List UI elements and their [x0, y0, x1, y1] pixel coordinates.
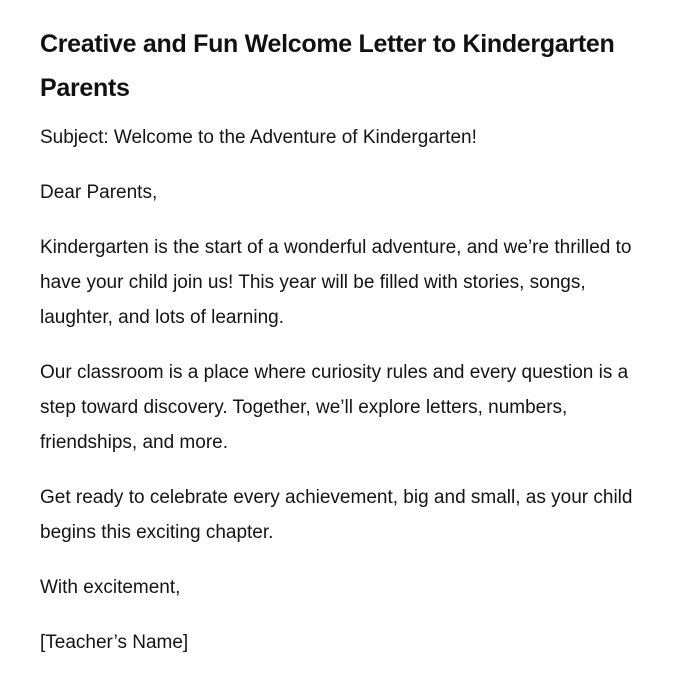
letter-title: Creative and Fun Welcome Letter to Kindergarten Parents: [40, 30, 615, 102]
letter-paragraph-1: Kindergarten is the start of a wonderful adventure, and we’re thrilled to have your child join us! This year will be filled with stories, songs, laughter, and lots of learning.: [40, 237, 632, 328]
letter-paragraph-3: Get ready to celebrate every achievement, big and small, as your child begins this exciting chapter.: [40, 487, 633, 543]
letter-signature: [Teacher’s Name]: [40, 632, 189, 653]
letter-paragraph-2: Our classroom is a place where curiosity rules and every question is a step toward discovery. Together, we’ll explore letters, numbers, friendships, and more.: [40, 362, 629, 453]
letter-subject: Subject: Welcome to the Adventure of Kindergarten!: [40, 127, 477, 148]
letter-closing: With excitement,: [40, 577, 181, 598]
letter-greeting: Dear Parents,: [40, 182, 158, 203]
